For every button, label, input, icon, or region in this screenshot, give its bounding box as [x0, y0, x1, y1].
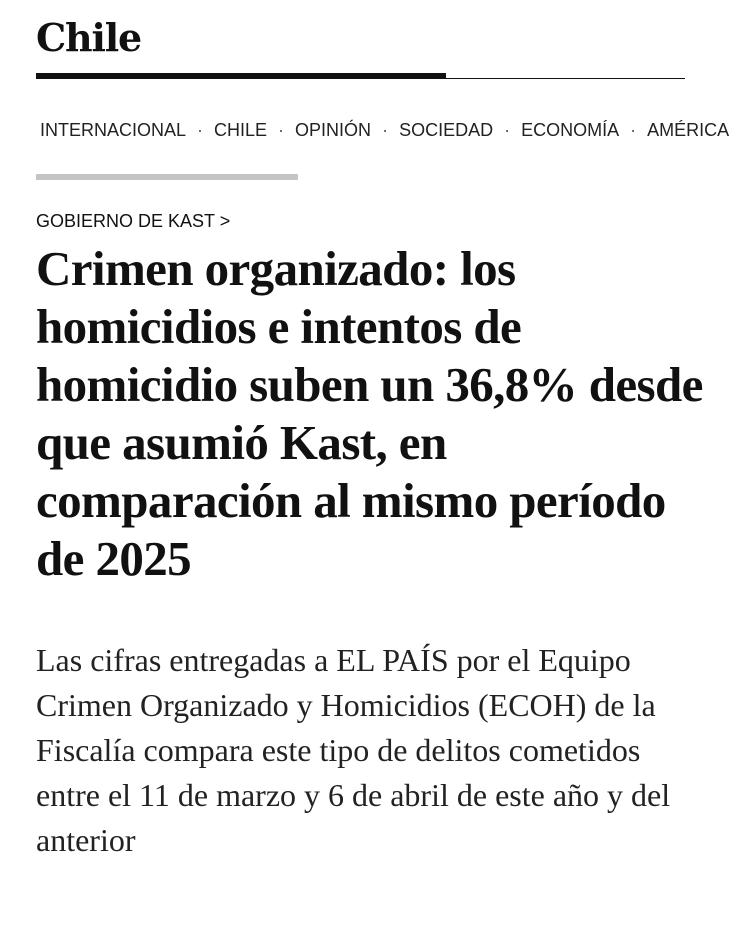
- article-subtitle: Las cifras entregadas a EL PAÍS por el Equipo Crimen Organizado y Homicidios (ECOH) de la Fiscalía compara este tipo de delitos cometidos entre el 11 de marzo y 6 de abril de este año y del anterior: [36, 642, 671, 858]
- nav-item-economia[interactable]: ECONOMÍA: [521, 120, 620, 140]
- nav-item-america[interactable]: AMÉRICA: [647, 120, 729, 140]
- nav-separator: ·: [197, 120, 204, 140]
- nav-item-internacional[interactable]: INTERNACIONAL: [40, 120, 187, 140]
- nav-scrollbar[interactable]: [36, 174, 298, 180]
- nav-item-chile[interactable]: CHILE: [214, 120, 268, 140]
- nav-separator: ·: [278, 120, 285, 140]
- nav-item-opinion[interactable]: OPINIÓN: [295, 120, 372, 140]
- section-title[interactable]: Chile: [36, 15, 141, 60]
- article-kicker-link[interactable]: GOBIERNO DE KAST >: [36, 211, 231, 231]
- nav-separator: ·: [504, 120, 511, 140]
- article-headline: Crimen organizado: los homicidios e intentos de homicidio suben un 36,8% desde que asumió Kast, en comparación al mismo período de 2025: [36, 241, 703, 586]
- nav-separator: ·: [630, 120, 637, 140]
- nav-separator: ·: [382, 120, 389, 140]
- header-accent-bar: [36, 73, 446, 79]
- section-nav: [40, 117, 729, 143]
- nav-item-sociedad[interactable]: SOCIEDAD: [399, 120, 494, 140]
